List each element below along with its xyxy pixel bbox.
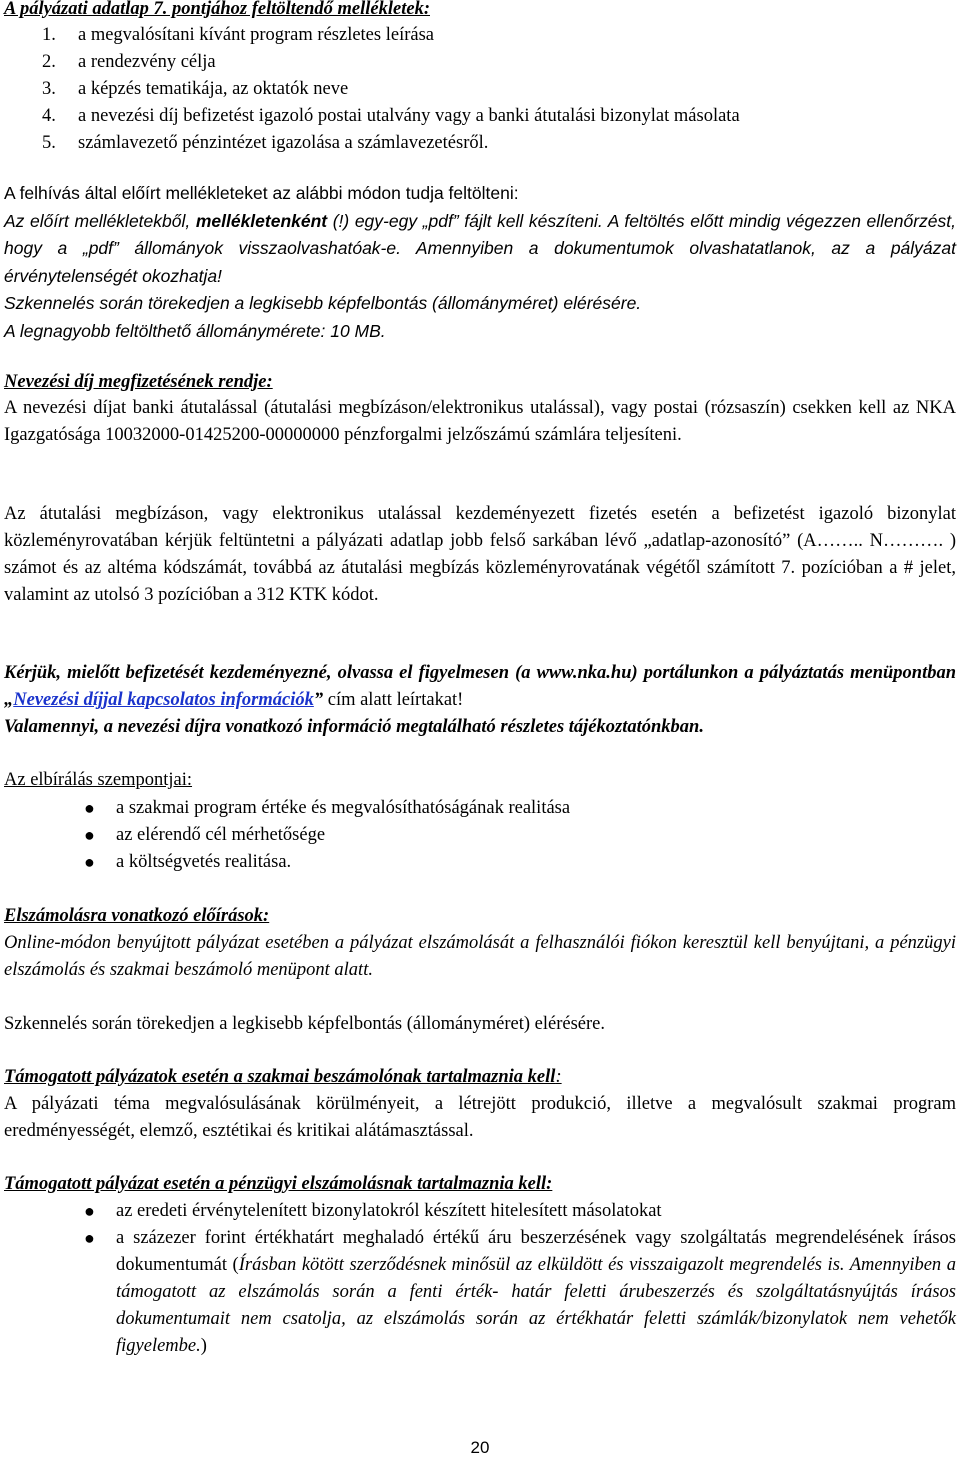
list-item <box>4 76 956 103</box>
list-number: 2. <box>42 52 56 72</box>
upload-max-size: A legnagyobb feltölthető állománymérete: 10 MB. <box>4 320 386 341</box>
financial-title: Támogatott pályázat esetén a pénzügyi elszámolásnak tartalmaznia kell: <box>4 1174 553 1194</box>
upload-rules-text: Az előírt mellékletekből, <box>4 210 196 231</box>
list-text: számlavezető pénzintézet igazolása a számlavezetésről. <box>78 133 489 153</box>
fee-notice-text-cont: cím alatt leírtakat! <box>323 690 464 710</box>
financial-list <box>4 1198 956 1360</box>
upload-intro: A felhívás által előírt mellékleteket az alábbi módon tudja feltölteni: <box>4 183 519 203</box>
accounting-title: Elszámolásra vonatkozó előírások: <box>4 906 270 926</box>
list-item <box>4 103 956 130</box>
bullet-icon: ● <box>84 1228 95 1248</box>
fee-title: Nevezési díj megfizetésének rendje: <box>4 372 273 392</box>
upload-rules <box>4 208 956 291</box>
list-text: a rendezvény célja <box>78 52 216 72</box>
upload-rules-emphasis: mellékletenként <box>195 210 328 231</box>
fee-notice-text: Kérjük, mielőtt befizetését kezdeményezné, olvassa el figyelmesen (a www.nka.hu) portálunkon a pályáztatás menüpontban <box>4 663 956 683</box>
bullet-icon: ● <box>84 852 95 872</box>
bullet-icon: ● <box>84 798 95 818</box>
fee-notice <box>4 660 956 741</box>
list-text: a képzés tematikája, az oktatók neve <box>78 79 349 99</box>
criteria-list <box>4 795 956 876</box>
list-item <box>4 822 956 849</box>
list-text: a százezer forint értékhatárt meghaladó értékű áru beszerzésének vagy szolgáltatás megrendelésének írásos dokumentumát ( <box>116 1228 956 1275</box>
list-text-italic: Írásban kötött szerződésnek minősül az elküldött és visszaigazolt megrendelés is. Amennyiben a támogatott az elszámolás során a fenti érték- határ feletti árubeszerzés és szolgáltatásnyújtás írásos dokumentumait nem csatolja, az elszámolás során az értékhatár feletti számlák/bizonylatok nem vehetők figyelembe. <box>116 1255 956 1356</box>
list-text: a nevezési díj befizetést igazoló postai utalvány vagy a banki átutalási bizonylat másolata <box>78 106 740 126</box>
fee-notice-summary: Valamennyi, a nevezési díjra vonatkozó információ megtalálható részletes tájékoztatónkban. <box>4 717 704 737</box>
list-item <box>4 130 956 157</box>
list-text: a megvalósítani kívánt program részletes leírása <box>78 25 434 45</box>
quote-open: „ <box>4 690 14 710</box>
list-item <box>4 849 956 876</box>
attachments-list <box>4 22 956 157</box>
professional-paragraph: A pályázati téma megvalósulásának körülményeit, a létrejött produkció, illetve a megvalósult szakmai program eredményességét, elemző, esztétikai és kritikai alátámasztással. <box>4 1094 956 1141</box>
list-item <box>4 1198 956 1225</box>
page-number: 20 <box>470 1438 490 1457</box>
upload-rules-text-cont: (!) egy-egy „pdf” fájlt kell készíteni. A feltöltés előtt mindig végezzen ellenőrzést, hogy a „pdf” állományok visszaolvashatóak-e. Amennyiben a dokumentumok olvashatatlanok, az a pályázat érvénytelenségét okozhatja! <box>4 210 956 286</box>
criteria-title: Az elbírálás szempontjai: <box>4 770 193 790</box>
bullet-icon: ● <box>84 825 95 845</box>
fee-paragraph-1: A nevezési díjat banki átutalással (átutalási megbízáson/elektronikus utalással), vagy postai (rózsaszín) csekken kell az NKA Igazgatósága 10032000-01425200-00000000 pénzforgalmi jelzőszámú számlára teljesíteni. <box>4 398 956 445</box>
list-item <box>4 49 956 76</box>
attachments-title: A pályázati adatlap 7. pontjához feltöltendő mellékletek: <box>4 0 430 19</box>
list-item <box>4 795 956 822</box>
upload-scan-note: Szkennelés során törekedjen a legkisebb képfelbontás (állományméret) elérésére. <box>4 293 642 313</box>
list-text: az elérendő cél mérhetősége <box>116 825 326 845</box>
quote-close: ” <box>313 690 324 710</box>
professional-title-text: Támogatott pályázatok esetén a szakmai beszámolónak tartalmaznia kell <box>4 1067 556 1087</box>
accounting-paragraph-2: Szkennelés során törekedjen a legkisebb képfelbontás (állományméret) elérésére. <box>4 1014 605 1034</box>
list-text: az eredeti érvénytelenített bizonylatokról készített hitelesített másolatokat <box>116 1201 662 1221</box>
list-text: a szakmai program értéke és megvalósíthatóságának realitása <box>116 798 571 818</box>
list-text: a költségvetés realitása. <box>116 852 292 872</box>
professional-title <box>4 1064 562 1091</box>
list-text-close: ) <box>200 1336 207 1356</box>
list-number: 1. <box>42 25 56 45</box>
upload-instructions <box>4 180 956 345</box>
professional-title-colon: : <box>555 1067 562 1087</box>
list-item <box>4 1225 956 1360</box>
bullet-icon: ● <box>84 1201 95 1221</box>
list-item <box>4 22 956 49</box>
list-number: 3. <box>42 79 56 99</box>
list-number: 5. <box>42 133 56 153</box>
fee-info-link[interactable]: Nevezési díjjal kapcsolatos információk <box>13 690 314 710</box>
list-number: 4. <box>42 106 56 126</box>
accounting-paragraph-1: Online-módon benyújtott pályázat esetében a pályázat elszámolását a felhasználói fiókon keresztül kell benyújtani, a pénzügyi elszámolás és szakmai beszámoló menüpont alatt. <box>4 933 956 980</box>
fee-paragraph-2: Az átutalási megbízáson, vagy elektronikus utalással kezdeményezett fizetés esetén a befizetést igazoló bizonylat közleményrovatában kérjük feltüntetni a pályázati adatlap jobb felső sarkában lévő „adatlap-azonosító” (A…….. N………. ) számot és az altéma kódszámát, továbbá az átutalási megbízás közleményrovatának végétől számított 7. pozícióban a # jelet, valamint az utolsó 3 pozícióban a 312 KTK kódot. <box>4 504 956 605</box>
